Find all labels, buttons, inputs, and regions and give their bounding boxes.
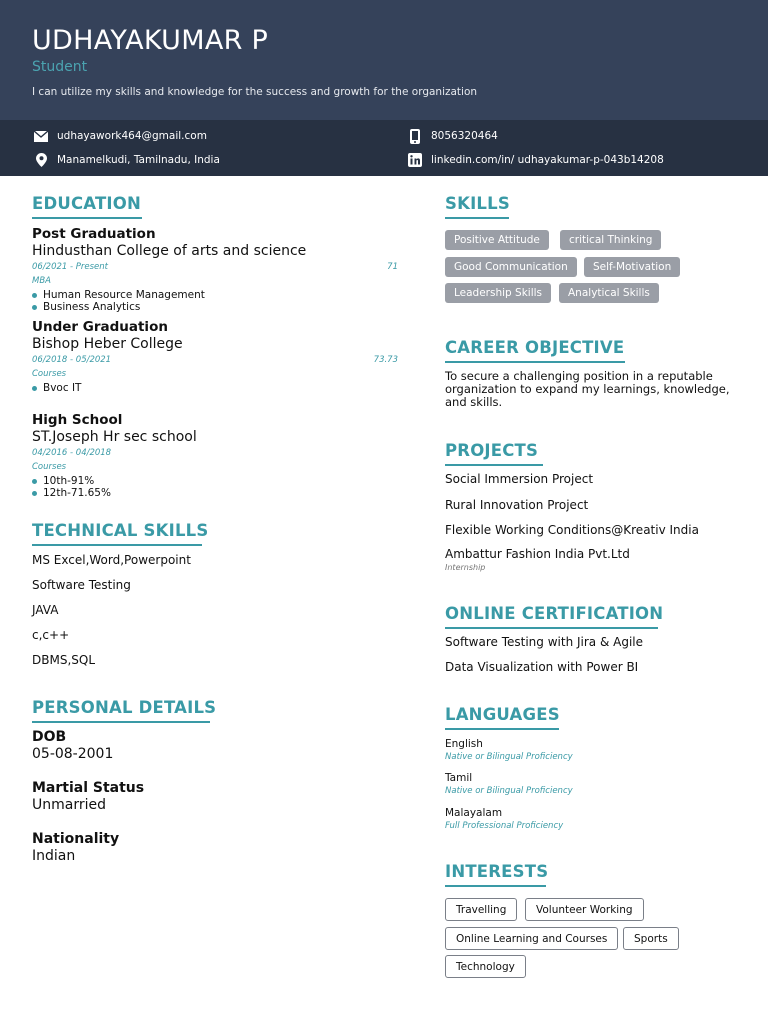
education-sub: MBA	[32, 276, 51, 286]
technical-skill-item: Software Testing	[32, 578, 131, 592]
list-item	[32, 301, 227, 313]
project-item: Rural Innovation Project	[445, 498, 589, 512]
project-sub: Internship	[445, 563, 486, 572]
education-degree: High School	[32, 412, 123, 428]
section-title-education: EDUCATION	[32, 194, 141, 213]
language-level: Native or Bilingual Proficiency	[445, 786, 573, 796]
education-meta	[32, 448, 398, 460]
list-item	[32, 382, 227, 394]
section-title-interests: INTERESTS	[445, 862, 549, 881]
interest-tag: Online Learning and Courses	[445, 927, 618, 950]
education-degree: Under Graduation	[32, 319, 168, 335]
education-item	[32, 319, 398, 394]
header	[0, 0, 768, 120]
envelope-icon	[34, 129, 48, 143]
education-item	[32, 412, 398, 499]
language-level: Native or Bilingual Proficiency	[445, 752, 573, 762]
education-sub: Courses	[32, 462, 67, 472]
bullet-dot	[32, 305, 37, 310]
project-item: Ambattur Fashion India Pvt.Ltd	[445, 547, 630, 561]
education-bullets	[32, 382, 398, 394]
contact-linkedin[interactable]	[408, 152, 664, 168]
section-title-online-certification: ONLINE CERTIFICATION	[445, 604, 664, 623]
education-dates: 06/2018 - 05/2021	[32, 355, 112, 365]
career-objective-text: To secure a challenging position in a reputable organization to expand my learnings, knowledge, and skills.	[445, 369, 730, 409]
bullet-text: 12th-71.65%	[43, 487, 111, 499]
bullet-dot	[32, 491, 37, 496]
bullet-text: 10th-91%	[43, 475, 95, 487]
section-title-career-objective: CAREER OBJECTIVE	[445, 338, 625, 357]
project-item: Flexible Working Conditions@Kreativ India	[445, 523, 699, 537]
summary-text: I can utilize my skills and knowledge for the success and growth for the organization	[32, 86, 478, 98]
education-degree: Post Graduation	[32, 226, 156, 242]
list-item	[32, 487, 227, 499]
bullet-text: Business Analytics	[43, 301, 141, 313]
personal-detail-value: 05-08-2001	[32, 746, 114, 762]
interest-tag: Sports	[623, 927, 679, 950]
section-title-technical-skills: TECHNICAL SKILLS	[32, 521, 209, 540]
skill-tag: Self-Motivation	[584, 257, 680, 277]
linkedin-text: linkedin.com/in/ udhayakumar-p-043b14208	[431, 154, 664, 166]
education-bullets	[32, 289, 398, 313]
email-text: udhayawork464@gmail.com	[57, 130, 207, 142]
bullet-text: Human Resource Management	[43, 289, 205, 301]
location-pin-icon	[34, 153, 48, 167]
bullet-dot	[32, 479, 37, 484]
language-level: Full Professional Proficiency	[445, 821, 564, 831]
education-school: Hindusthan College of arts and science	[32, 243, 307, 259]
education-meta	[32, 355, 398, 367]
section-title-languages: LANGUAGES	[445, 705, 560, 724]
skill-tag: Positive Attitude	[445, 230, 549, 250]
section-title-projects: PROJECTS	[445, 441, 539, 460]
education-dates: 04/2016 - 04/2018	[32, 448, 112, 458]
education-bullets	[32, 475, 398, 499]
interest-tag: Travelling	[445, 898, 517, 921]
skill-tag: Analytical Skills	[559, 283, 659, 303]
bullet-dot	[32, 293, 37, 298]
linkedin-icon	[408, 153, 422, 167]
candidate-role: Student	[32, 59, 88, 75]
list-item	[32, 475, 227, 487]
contact-email[interactable]	[34, 128, 207, 144]
skill-tag: Good Communication	[445, 257, 577, 277]
education-grade: 71	[387, 262, 398, 272]
interest-tag: Technology	[445, 955, 526, 978]
phone-text: 8056320464	[431, 130, 498, 142]
technical-skill-item: JAVA	[32, 603, 59, 617]
language-name: English	[445, 738, 483, 750]
language-name: Malayalam	[445, 807, 503, 819]
certification-item: Data Visualization with Power BI	[445, 660, 639, 674]
location-text: Manamelkudi, Tamilnadu, India	[57, 154, 220, 166]
personal-detail-value: Unmarried	[32, 797, 106, 813]
technical-skill-item: DBMS,SQL	[32, 653, 96, 667]
skill-tag: critical Thinking	[560, 230, 661, 250]
contact-location	[34, 152, 220, 168]
contact-bar	[0, 120, 768, 176]
contact-phone[interactable]	[408, 128, 498, 144]
education-school: ST.Joseph Hr sec school	[32, 429, 197, 445]
technical-skill-item: c,c++	[32, 628, 70, 642]
interest-tag: Volunteer Working	[525, 898, 644, 921]
education-dates: 06/2021 - Present	[32, 262, 109, 272]
education-school: Bishop Heber College	[32, 336, 183, 352]
personal-detail-value: Indian	[32, 848, 76, 864]
bullet-text: Bvoc IT	[43, 382, 82, 394]
bullet-dot	[32, 386, 37, 391]
skill-tag: Leadership Skills	[445, 283, 551, 303]
phone-icon	[408, 129, 422, 143]
personal-detail-label: DOB	[32, 729, 67, 745]
personal-detail-label: Nationality	[32, 831, 120, 847]
education-sub: Courses	[32, 369, 67, 379]
education-meta	[32, 262, 398, 274]
certification-item: Software Testing with Jira & Agile	[445, 635, 644, 649]
section-title-personal-details: PERSONAL DETAILS	[32, 698, 217, 717]
list-item	[32, 289, 227, 301]
language-name: Tamil	[445, 772, 473, 784]
candidate-name: UDHAYAKUMAR P	[32, 25, 269, 56]
project-item: Social Immersion Project	[445, 472, 594, 486]
section-title-skills: SKILLS	[445, 194, 510, 213]
education-grade: 73.73	[373, 355, 398, 365]
personal-detail-label: Martial Status	[32, 780, 145, 796]
education-item	[32, 226, 398, 313]
technical-skill-item: MS Excel,Word,Powerpoint	[32, 553, 191, 567]
